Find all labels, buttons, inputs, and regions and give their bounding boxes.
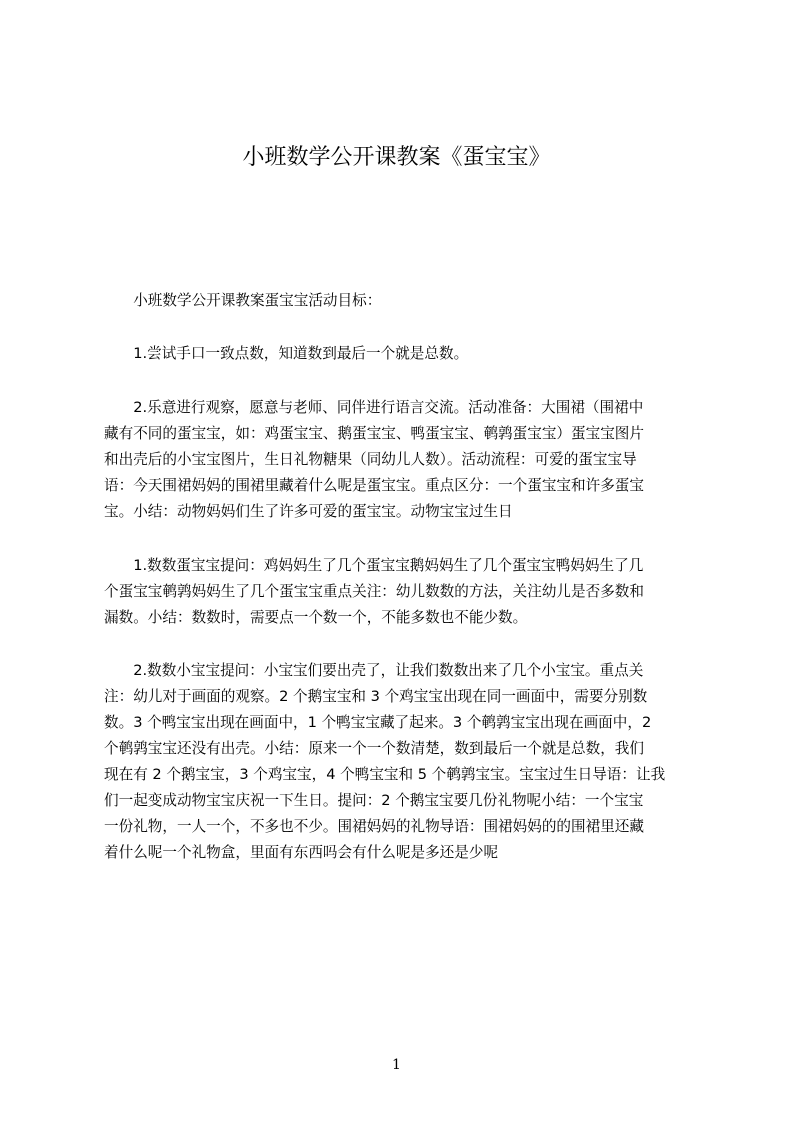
text-line: 个鹌鹑宝宝还没有出壳。小结：原来一个一个数清楚，数到最后一个就是总数，我们 <box>104 740 644 757</box>
document-title: 小班数学公开课教案《蛋宝宝》 <box>242 145 551 170</box>
paragraph-intro <box>104 288 700 314</box>
text-line: 2.数数小宝宝提问：小宝宝们要出壳了，让我们数数出来了几个小宝宝。重点关 <box>104 662 644 679</box>
text-line: 一份礼物，一人一个，不多也不少。围裙妈妈的礼物导语：围裙妈妈的的围裙里还藏 <box>104 818 644 835</box>
text-line: 语：今天围裙妈妈的围裙里藏着什么呢是蛋宝宝。重点区分：一个蛋宝宝和许多蛋宝 <box>104 477 644 494</box>
text-line: 个蛋宝宝鹌鹑妈妈生了几个蛋宝宝重点关注：幼儿数数的方法，关注幼儿是否多数和 <box>104 583 644 600</box>
text-line: 们一起变成动物宝宝庆祝一下生日。提问：2 个鹅宝宝要几份礼物呢小结：一个宝宝 <box>104 792 644 809</box>
paragraph-goal-2 <box>104 395 700 525</box>
text-line: 藏有不同的蛋宝宝，如：鸡蛋宝宝、鹅蛋宝宝、鸭蛋宝宝、鹌鹑蛋宝宝）蛋宝宝图片 <box>104 425 644 442</box>
text-line: 1.数数蛋宝宝提问：鸡妈妈生了几个蛋宝宝鹅妈妈生了几个蛋宝宝鸭妈妈生了几 <box>104 557 644 574</box>
text-line: 宝。小结：动物妈妈们生了许多可爱的蛋宝宝。动物宝宝过生日 <box>104 503 513 520</box>
text-line: 注：幼儿对于画面的观察。2 个鹅宝宝和 3 个鸡宝宝出现在同一画面中，需要分别数 <box>104 688 648 705</box>
text-line: 着什么呢一个礼物盒，里面有东西吗会有什么呢是多还是少呢 <box>104 844 499 861</box>
text-line: 和出壳后的小宝宝图片，生日礼物糖果（同幼儿人数）。活动流程：可爱的蛋宝宝导 <box>104 451 637 468</box>
paragraph-count-babies <box>104 658 700 866</box>
text-line: 数。3 个鸭宝宝出现在画面中，1 个鸭宝宝藏了起来。3 个鹌鹑宝宝出现在画面中，2 <box>104 714 652 731</box>
text-line: 漏数。小结：数数时，需要点一个数一个，不能多数也不能少数。 <box>104 609 528 626</box>
text-line: 现在有 2 个鹅宝宝，3 个鸡宝宝，4 个鸭宝宝和 5 个鹌鹑宝宝。宝宝过生日导语：让我 <box>104 766 666 783</box>
paragraph-goal-1 <box>104 341 700 367</box>
page-number: 1 <box>392 1057 401 1073</box>
text-line: 2.乐意进行观察，愿意与老师、同伴进行语言交流。活动准备：大围裙（围裙中 <box>104 399 644 416</box>
text-line: 1.尝试手口一致点数，知道数到最后一个就是总数。 <box>104 345 469 362</box>
text-line: 小班数学公开课教案蛋宝宝活动目标： <box>104 292 382 309</box>
paragraph-count-eggs <box>104 553 700 631</box>
